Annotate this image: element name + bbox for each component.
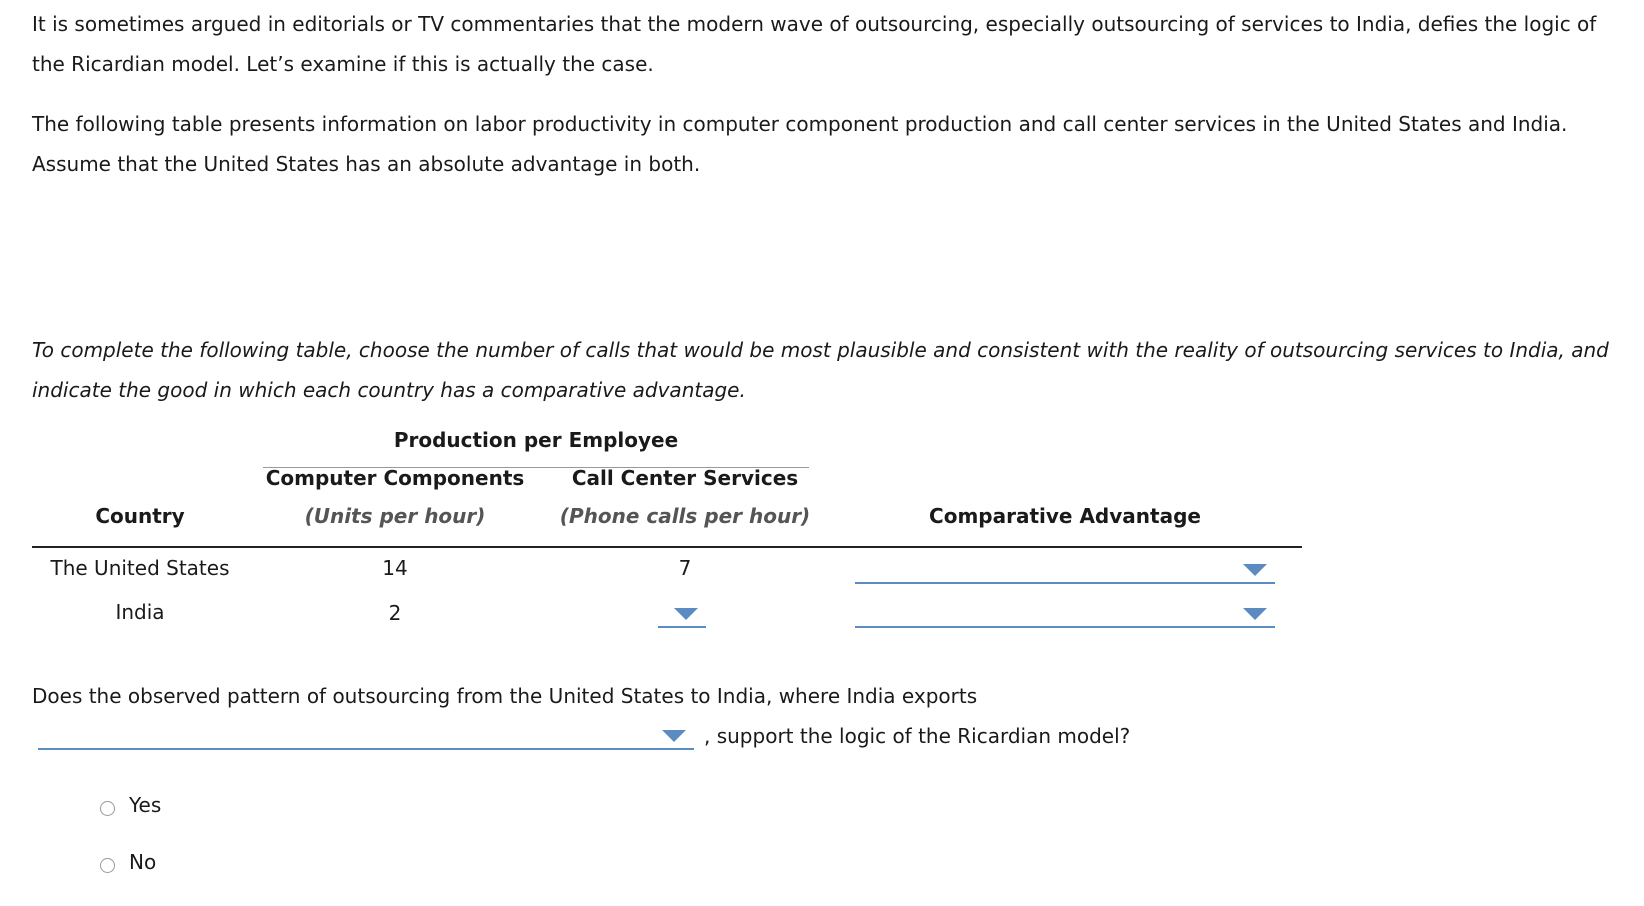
intro-paragraph-1: It is sometimes argued in editorials or TV commentaries that the modern wave of outsourcing, especially outsourcing of services to India, defies the logic of the Ricardian model. Let’s examine if this is actually the case. — [32, 12, 1597, 76]
question-text: Does the observed pattern of outsourcing from the United States to India, where India exports — [32, 684, 978, 708]
col-header-calls: Call Center Services — [571, 466, 799, 490]
radio-label-yes: Yes — [129, 793, 162, 817]
table-header-rule — [32, 546, 1302, 548]
india-calls-dropdown[interactable] — [658, 596, 706, 628]
chevron-down-icon — [1243, 608, 1267, 620]
row-us-components: 14 — [382, 556, 408, 580]
radio-label-no: No — [129, 850, 157, 874]
row-india-components: 2 — [388, 601, 402, 625]
radio-button-yes[interactable] — [100, 801, 115, 816]
india-comparative-advantage-dropdown[interactable] — [855, 596, 1275, 628]
col-subheader-calls-unit: (Phone calls per hour) — [559, 504, 811, 528]
group-header-production: Production per Employee — [393, 428, 679, 452]
instructions-paragraph: To complete the following table, choose the number of calls that would be most plausible and consistent with the reality of outsourcing services to India, and indicate the good in which each country has a comparative advantage. — [32, 338, 1609, 402]
chevron-down-icon — [674, 608, 698, 620]
row-us-country: The United States — [50, 556, 230, 580]
col-subheader-components-unit: (Units per hour) — [304, 504, 486, 528]
radio-button-no[interactable] — [100, 858, 115, 873]
col-header-country: Country — [95, 504, 185, 528]
radio-option-no[interactable] — [100, 850, 156, 874]
intro-paragraph-2: The following table presents information on labor productivity in computer component production and call center services in the United States and India. Assume that the United States has an absolute advantage in both. — [32, 112, 1568, 176]
chevron-down-icon — [1243, 564, 1267, 576]
us-comparative-advantage-dropdown[interactable] — [855, 552, 1275, 584]
radio-option-yes[interactable] — [100, 793, 161, 817]
col-header-comparative-advantage: Comparative Advantage — [929, 504, 1201, 528]
chevron-down-icon — [662, 730, 686, 742]
col-header-components: Computer Components — [265, 466, 525, 490]
row-us-calls: 7 — [678, 556, 692, 580]
question-text-suffix: , support the logic of the Ricardian model? — [704, 724, 1131, 748]
row-india-country: India — [115, 600, 165, 624]
india-exports-dropdown[interactable] — [38, 718, 694, 750]
